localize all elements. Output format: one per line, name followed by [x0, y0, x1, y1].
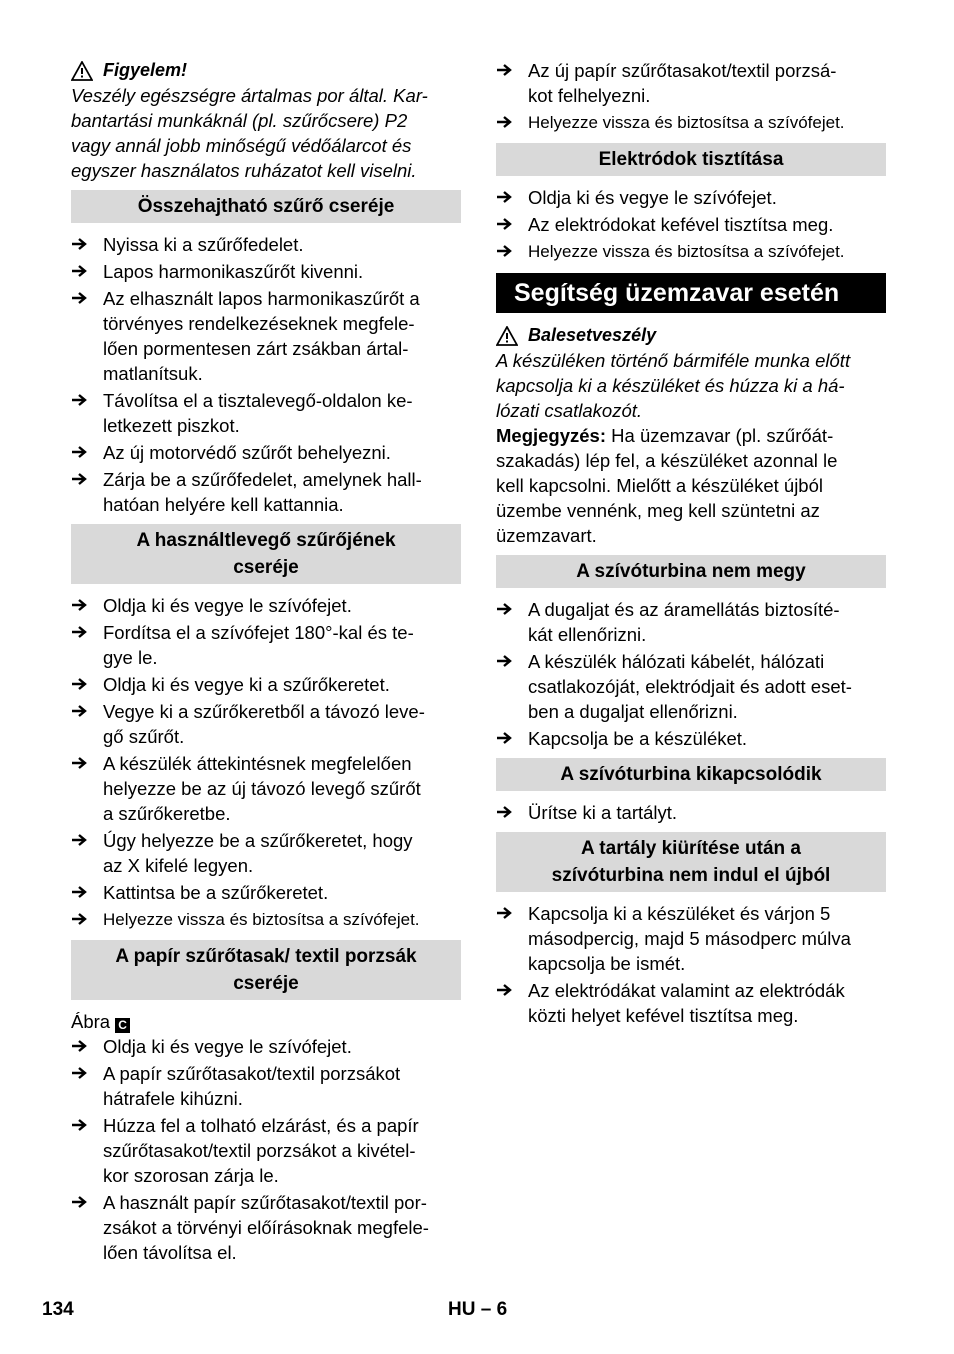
list-item-line: Lapos harmonikaszűrőt kivenni. — [103, 261, 364, 282]
list-item-text — [103, 440, 391, 465]
list-item-text — [103, 232, 304, 257]
warning-triangle-icon — [496, 326, 518, 346]
list-item-text — [528, 726, 747, 751]
list-item-line: hátrafele kihúzni. — [103, 1088, 243, 1109]
figure-letter-box: C — [115, 1018, 130, 1033]
arrow-icon — [496, 901, 528, 976]
list-item — [71, 467, 461, 517]
list-item-line: közti helyet kefével tisztítsa meg. — [528, 1005, 799, 1026]
section-heading-exhaust-filter — [71, 524, 461, 584]
list-item-line: kapcsolja be ismét. — [528, 953, 686, 974]
warning-line: Veszély egészségre ártalmas por által. Kar- — [71, 85, 428, 106]
list-item-line: Az elektródokat kefével tisztítsa meg. — [528, 214, 834, 235]
list-item — [71, 286, 461, 386]
warning-line: egyszer használatos ruházatot kell viselni. — [71, 160, 417, 181]
arrow-icon — [496, 649, 528, 724]
list-item-line: kot felhelyezni. — [528, 85, 651, 106]
list-item — [71, 232, 461, 257]
list-item — [496, 726, 886, 751]
note-line: kell kapcsolni. Mielőtt a készüléket újból — [496, 475, 823, 496]
list-item — [496, 185, 886, 210]
arrow-icon — [496, 185, 528, 210]
list-item — [71, 620, 461, 670]
list-item-text — [103, 467, 422, 517]
arrow-icon — [496, 110, 528, 136]
danger-title: Balesetveszély — [528, 325, 657, 345]
list-item-text — [103, 1034, 352, 1059]
list-item-text — [103, 751, 421, 826]
section-heading-line: cseréje — [233, 557, 299, 578]
steps-list — [496, 800, 886, 825]
list-item-text — [528, 597, 840, 647]
list-item-line: Oldja ki és vegye le szívófejet. — [103, 1036, 352, 1057]
list-item-text — [103, 286, 420, 386]
arrow-icon — [71, 620, 103, 670]
steps-list — [496, 239, 886, 265]
list-item-line: hatóan helyére kell kattannia. — [103, 494, 344, 515]
danger-line: lózati csatlakozót. — [496, 400, 643, 421]
list-item-text: Helyezze vissza és biztosítsa a szívófejet. — [528, 242, 845, 261]
list-item — [496, 239, 886, 265]
list-item-line: lően pormentesen zárt zsákban ártal- — [103, 338, 409, 359]
arrow-icon — [71, 467, 103, 517]
danger-text — [496, 348, 886, 423]
list-item-text — [528, 978, 845, 1028]
arrow-icon — [496, 978, 528, 1028]
list-item — [496, 800, 886, 825]
list-item — [71, 751, 461, 826]
list-item — [71, 1190, 461, 1265]
list-item — [71, 1034, 461, 1059]
list-item-line: Kapcsolja be a készüléket. — [528, 728, 748, 749]
arrow-icon — [496, 597, 528, 647]
list-item-line: Nyissa ki a szűrőfedelet. — [103, 234, 304, 255]
arrow-icon — [71, 672, 103, 697]
list-item-line: gye le. — [103, 647, 158, 668]
list-item-line: Távolítsa el a tisztalevegő-oldalon ke- — [103, 390, 413, 411]
list-item-line: Oldja ki és vegye le szívófejet. — [528, 187, 777, 208]
section-heading-line: A tartály kiürítése után a — [581, 838, 801, 859]
section-heading-line: szívóturbina nem indul el újból — [551, 865, 831, 886]
list-item-line: letkezett piszkot. — [103, 415, 240, 436]
list-item-text — [103, 1190, 429, 1265]
note-line — [496, 423, 886, 448]
warning-line: vagy annál jobb minőségű védőálarcot és — [71, 135, 412, 156]
list-item-text: Helyezze vissza és biztosítsa a szívófejet. — [528, 113, 845, 132]
list-item — [71, 880, 461, 905]
list-item — [496, 597, 886, 647]
list-item-line: A használt papír szűrőtasakot/textil por- — [103, 1192, 427, 1213]
list-item-line: Az elhasznált lapos harmonikaszűrőt a — [103, 288, 420, 309]
section-heading-turbine-not-running: A szívóturbina nem megy — [496, 555, 886, 588]
list-item-text — [103, 593, 352, 618]
list-item-line: törvényes rendelkezéseknek megfele- — [103, 313, 415, 334]
arrow-icon — [71, 751, 103, 826]
warning-title: Figyelem! — [103, 60, 188, 80]
section-heading-turbine-not-restarting — [496, 832, 886, 892]
list-item-text — [103, 880, 328, 905]
list-item — [71, 672, 461, 697]
list-item-line: Vegye ki a szűrőkeretből a távozó leve- — [103, 701, 425, 722]
steps-list — [496, 597, 886, 751]
list-item-line: kát ellenőrizni. — [528, 624, 647, 645]
steps-list — [71, 907, 461, 933]
list-item-line: A készülék hálózati kábelét, hálózati — [528, 651, 825, 672]
arrow-icon — [71, 259, 103, 284]
list-item-line: másodpercig, majd 5 másodperc múlva — [528, 928, 851, 949]
section-heading-paper-bag — [71, 940, 461, 1000]
list-item — [71, 388, 461, 438]
list-item — [71, 828, 461, 878]
arrow-icon — [71, 286, 103, 386]
section-heading-line: A használtlevegő szűrőjének — [136, 530, 396, 551]
steps-list — [71, 593, 461, 905]
page-number: 134 — [42, 1299, 74, 1320]
list-item — [496, 110, 886, 136]
list-item-line: Oldja ki és vegye le szívófejet. — [103, 595, 352, 616]
list-item-line: zsákot a törvényi előírásoknak megfele- — [103, 1217, 429, 1238]
list-item — [71, 1061, 461, 1111]
section-heading-line: A papír szűrőtasak/ textil porzsák — [115, 946, 417, 967]
danger-line: kapcsolja ki a készüléket és húzza ki a há- — [496, 375, 845, 396]
list-item-line: szűrőtasakot/textil porzsákot a kivétel- — [103, 1140, 416, 1161]
steps-list — [71, 232, 461, 517]
arrow-icon — [71, 1034, 103, 1059]
list-item — [71, 259, 461, 284]
list-item-line: csatlakozóját, elektródjait és adott eset- — [528, 676, 852, 697]
list-item — [496, 649, 886, 724]
list-item — [71, 1113, 461, 1188]
note-line: üzemzavart. — [496, 525, 597, 546]
arrow-icon — [496, 58, 528, 108]
arrow-icon — [71, 440, 103, 465]
figure-label: Ábra — [71, 1011, 111, 1032]
steps-list — [496, 901, 886, 1028]
list-item-line: az X kifelé legyen. — [103, 855, 254, 876]
right-column — [496, 58, 886, 1030]
arrow-icon — [71, 828, 103, 878]
list-item-line: Zárja be a szűrőfedelet, amelynek hall- — [103, 469, 422, 490]
note-line: üzembe vennénk, meg kell szüntetni az — [496, 500, 820, 521]
warning-heading — [71, 58, 461, 83]
danger-heading — [496, 323, 886, 348]
arrow-icon — [71, 880, 103, 905]
note-label: Megjegyzés: — [496, 425, 607, 446]
section-heading-line: cseréje — [233, 973, 299, 994]
list-item — [71, 593, 461, 618]
list-item-text — [528, 58, 836, 108]
list-item-text — [103, 1061, 400, 1111]
list-item-line: kor szorosan zárja le. — [103, 1165, 279, 1186]
list-item-line: Húzza fel a tolható elzárást, és a papír — [103, 1115, 419, 1136]
list-item-text — [528, 901, 851, 976]
warning-line: bantartási munkáknál (pl. szűrőcsere) P2 — [71, 110, 408, 131]
list-item-line: Kattintsa be a szűrőkeretet. — [103, 882, 329, 903]
note-text: Ha üzemzavar (pl. szűrőát- — [606, 425, 834, 446]
list-item-line: Úgy helyezze be a szűrőkeretet, hogy — [103, 830, 413, 851]
arrow-icon — [496, 726, 528, 751]
left-column — [71, 58, 461, 1267]
list-item-text — [103, 672, 390, 697]
list-item-line: A készülék áttekintésnek megfelelően — [103, 753, 412, 774]
arrow-icon — [71, 1190, 103, 1265]
list-item-line: Ürítse ki a tartályt. — [528, 802, 678, 823]
list-item-line: Oldja ki és vegye ki a szűrőkeretet. — [103, 674, 390, 695]
arrow-icon — [71, 593, 103, 618]
list-item-text — [528, 800, 677, 825]
list-item-line: Az új motorvédő szűrőt behelyezni. — [103, 442, 391, 463]
list-item — [496, 212, 886, 237]
list-item — [496, 978, 886, 1028]
arrow-icon — [71, 1113, 103, 1188]
list-item — [71, 440, 461, 465]
list-item-text — [103, 699, 425, 749]
main-heading-troubleshooting: Segítség üzemzavar esetén — [496, 273, 886, 313]
steps-list — [71, 1034, 461, 1265]
warning-triangle-icon — [71, 61, 93, 81]
list-item-line: A papír szűrőtasakot/textil porzsákot — [103, 1063, 401, 1084]
list-item-line: Az új papír szűrőtasakot/textil porzsá- — [528, 60, 837, 81]
list-item-line: A dugaljat és az áramellátás biztosíté- — [528, 599, 840, 620]
arrow-icon — [71, 232, 103, 257]
list-item-text — [103, 1113, 419, 1188]
steps-list — [496, 110, 886, 136]
note-paragraph — [496, 423, 886, 548]
list-item-line: Fordítsa el a szívófejet 180°-kal és te- — [103, 622, 414, 643]
section-code: HU – 6 — [448, 1299, 508, 1320]
list-item-text — [528, 649, 852, 724]
arrow-icon — [496, 239, 528, 265]
list-item-text — [103, 620, 414, 670]
steps-list — [496, 58, 886, 108]
list-item-line: ben a dugaljat ellenőrizni. — [528, 701, 738, 722]
figure-reference — [71, 1009, 461, 1034]
arrow-icon — [71, 699, 103, 749]
list-item-line: matlanítsuk. — [103, 363, 203, 384]
list-item-text — [103, 388, 413, 438]
arrow-icon — [496, 212, 528, 237]
list-item-line: a szűrőkeretbe. — [103, 803, 231, 824]
list-item — [496, 58, 886, 108]
list-item — [71, 699, 461, 749]
list-item-text — [103, 259, 363, 284]
list-item-line: Kapcsolja ki a készüléket és várjon 5 — [528, 903, 831, 924]
steps-list — [496, 185, 886, 237]
arrow-icon — [71, 1061, 103, 1111]
list-item — [71, 907, 461, 933]
arrow-icon — [71, 388, 103, 438]
section-heading-turbine-switches-off: A szívóturbina kikapcsolódik — [496, 758, 886, 791]
section-heading-electrodes: Elektródok tisztítása — [496, 143, 886, 176]
arrow-icon — [496, 800, 528, 825]
list-item-text — [528, 185, 777, 210]
list-item-line: lően távolítsa el. — [103, 1242, 237, 1263]
warning-text — [71, 83, 461, 183]
list-item-text: Helyezze vissza és biztosítsa a szívófejet. — [103, 910, 420, 929]
list-item-line: Az elektródákat valamint az elektródák — [528, 980, 845, 1001]
arrow-icon — [71, 907, 103, 933]
list-item-line: helyezze be az új távozó levegő szűrőt — [103, 778, 421, 799]
list-item-text — [528, 212, 833, 237]
list-item — [496, 901, 886, 976]
list-item-line: gő szűrőt. — [103, 726, 185, 747]
danger-line: A készüléken történő bármiféle munka előtt — [496, 350, 851, 371]
section-heading-folding-filter: Összehajtható szűrő cseréje — [71, 190, 461, 223]
list-item-text — [103, 828, 413, 878]
note-line: szakadás) lép fel, a készüléket azonnal le — [496, 450, 838, 471]
